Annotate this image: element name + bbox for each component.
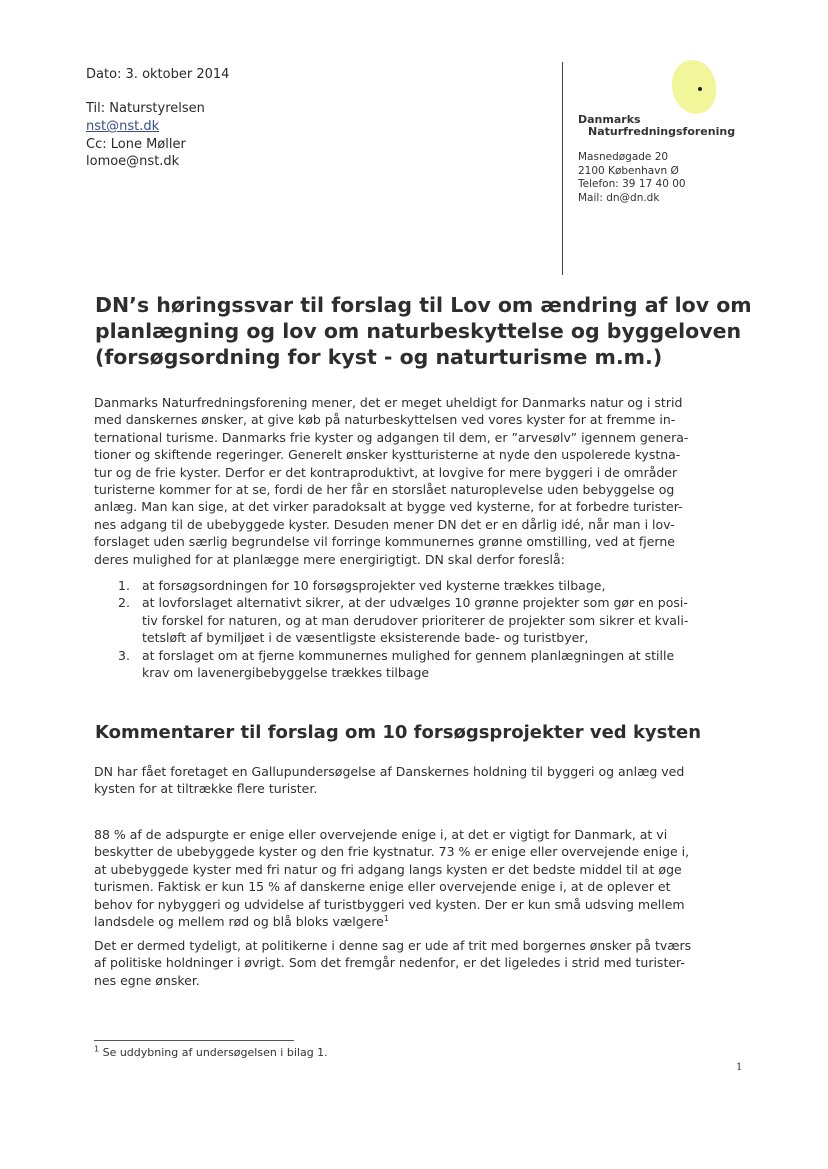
list-number: 3. xyxy=(118,647,130,663)
text-line: kysten for at tiltrække flere turister. xyxy=(94,781,318,797)
text-line: nes adgang til de ubebyggede kyster. Desuden mener DN det er en dårlig idé, når man i lov- xyxy=(94,516,675,532)
text-line: 88 % af de adspurgte er enige eller overvejende enige i, at det er vigtigt for Danmark, at vi xyxy=(94,827,668,842)
letter-date: Dato: 3. oktober 2014 xyxy=(86,67,230,82)
org-mail: Mail: dn@dn.dk xyxy=(578,191,660,204)
text-line: behov for nybyggeri og udvidelse af turistbyggeri ved kysten. Der er kun små udsving mellem xyxy=(94,896,685,912)
text-line: anlæg. Man kan sige, at det virker paradoksalt at bygge ved kysterne, for at forbedre turister- xyxy=(94,499,683,515)
org-address-street: Masnedøgade 20 xyxy=(578,151,669,163)
list-number: 1. xyxy=(118,578,130,593)
text-line: tur og de frie kyster. Derfor er det kontraproduktivt, at lovgive for mere byggeri i de områder xyxy=(94,464,678,480)
list-item-line: at lovforslaget alternativt sikrer, at der udvælges 10 grønne projekter som gør en posi- xyxy=(142,595,688,611)
list-item-line: tiv forskel for naturen, og at man derudover prioriterer de projekter som sikrer et kvali- xyxy=(142,612,689,628)
org-address-city: 2100 København Ø xyxy=(578,164,679,177)
intro-paragraph xyxy=(94,394,744,568)
list-item xyxy=(118,647,758,682)
footnote xyxy=(94,1046,328,1059)
footnote-divider xyxy=(94,1040,294,1041)
org-name-line2: Naturfredningsforening xyxy=(588,125,736,138)
recipient-email-link[interactable]: nst@nst.dk xyxy=(86,119,160,134)
text-line: turismen. Faktisk er kun 15 % af danskerne enige eller overvejende enige i, at de oplever et xyxy=(94,879,671,895)
text-line: nes egne ønsker. xyxy=(94,972,200,988)
text-line: at ubebyggede kyster med fri natur og fri adgang langs kysten er det bedste middel til at øge xyxy=(94,861,682,877)
footnote-text: Se uddybning af undersøgelsen i bilag 1. xyxy=(102,1046,328,1059)
text-line: DN har fået foretaget en Gallupundersøgelse af Danskernes holdning til byggeri og anlæg ved xyxy=(94,764,685,779)
list-item-line: krav om lavenergibebyggelse trækkes tilbage xyxy=(142,665,430,681)
org-phone: Telefon: 39 17 40 00 xyxy=(578,178,686,190)
recipient: Til: Naturstyrelsen xyxy=(86,101,205,116)
cc-email: lomoe@nst.dk xyxy=(86,154,180,169)
footnote-mark: 1 xyxy=(94,1044,100,1054)
title-line: (forsøgsordning for kyst - og naturturisme m.m.) xyxy=(95,345,663,369)
section-paragraph-2 xyxy=(94,826,744,930)
footnote-ref[interactable]: 1 xyxy=(383,913,389,923)
text-line: med danskernes ønsker, at give køb på naturbeskyttelsen ved vores kyster for at fremme in- xyxy=(94,412,676,428)
org-name-line1: Danmarks xyxy=(578,113,641,126)
dn-logo-dot xyxy=(698,87,702,91)
text-line: af politiske holdninger i øvrigt. Som det fremgår nedenfor, er det ligeledes i strid med turister- xyxy=(94,955,685,971)
list-item-line: tetsløft af bymiljøet i de væsentligste eksisterende bade- og turistbyer, xyxy=(142,630,589,646)
list-item xyxy=(118,577,758,594)
text-line xyxy=(94,913,744,930)
dn-logo-icon xyxy=(669,58,718,116)
header-divider xyxy=(562,62,563,275)
text-line: forslaget uden særlig begrundelse vil forringe kommunernes grønne omstilling, ved at fjerne xyxy=(94,534,675,550)
title-line: DN’s høringssvar til forslag til Lov om ændring af lov om xyxy=(95,293,752,317)
list-item-line: at forsøgsordningen for 10 forsøgsprojekter ved kysterne trækkes tilbage, xyxy=(142,578,606,593)
list-item-line: at forslaget om at fjerne kommunernes mulighed for gennem planlægningen at stille xyxy=(142,647,675,663)
section-paragraph-3 xyxy=(94,937,744,989)
section-paragraph-1 xyxy=(94,763,744,798)
text-line: turisterne kommer for at se, fordi de her får en storslået naturoplevelse uden bebyggelse og xyxy=(94,482,675,498)
text-line: Danmarks Naturfredningsforening mener, det er meget uheldigt for Danmarks natur og i strid xyxy=(94,395,683,410)
title-line: planlægning og lov om naturbeskyttelse og byggeloven xyxy=(95,319,742,343)
text-line: tioner og skiftende regeringer. Generelt ønsker kystturisterne at nyde den uspolerede kystna- xyxy=(94,447,681,463)
proposals-list xyxy=(118,577,758,681)
text-line: beskytter de ubebyggede kyster og den frie kystnatur. 73 % er enige eller overvejende enige i, xyxy=(94,844,690,860)
list-item xyxy=(118,594,758,646)
text-line: Det er dermed tydeligt, at politikerne i denne sag er ude af trit med borgernes ønsker på tværs xyxy=(94,938,692,953)
text-line-last: landsdele og mellem rød og blå bloks vælgere xyxy=(94,914,384,930)
document-title xyxy=(95,292,775,370)
section-heading: Kommentarer til forslag om 10 forsøgsprojekter ved kysten xyxy=(95,722,702,743)
list-number: 2. xyxy=(118,595,130,611)
text-line: deres mulighed for at planlægge mere energirigtigt. DN skal derfor foreslå: xyxy=(94,551,565,567)
page-number: 1 xyxy=(736,1062,743,1073)
cc-recipient: Cc: Lone Møller xyxy=(86,137,186,152)
text-line: ternational turisme. Danmarks frie kyster og adgangen til dem, er ”arvesølv” igennem genera- xyxy=(94,429,689,445)
